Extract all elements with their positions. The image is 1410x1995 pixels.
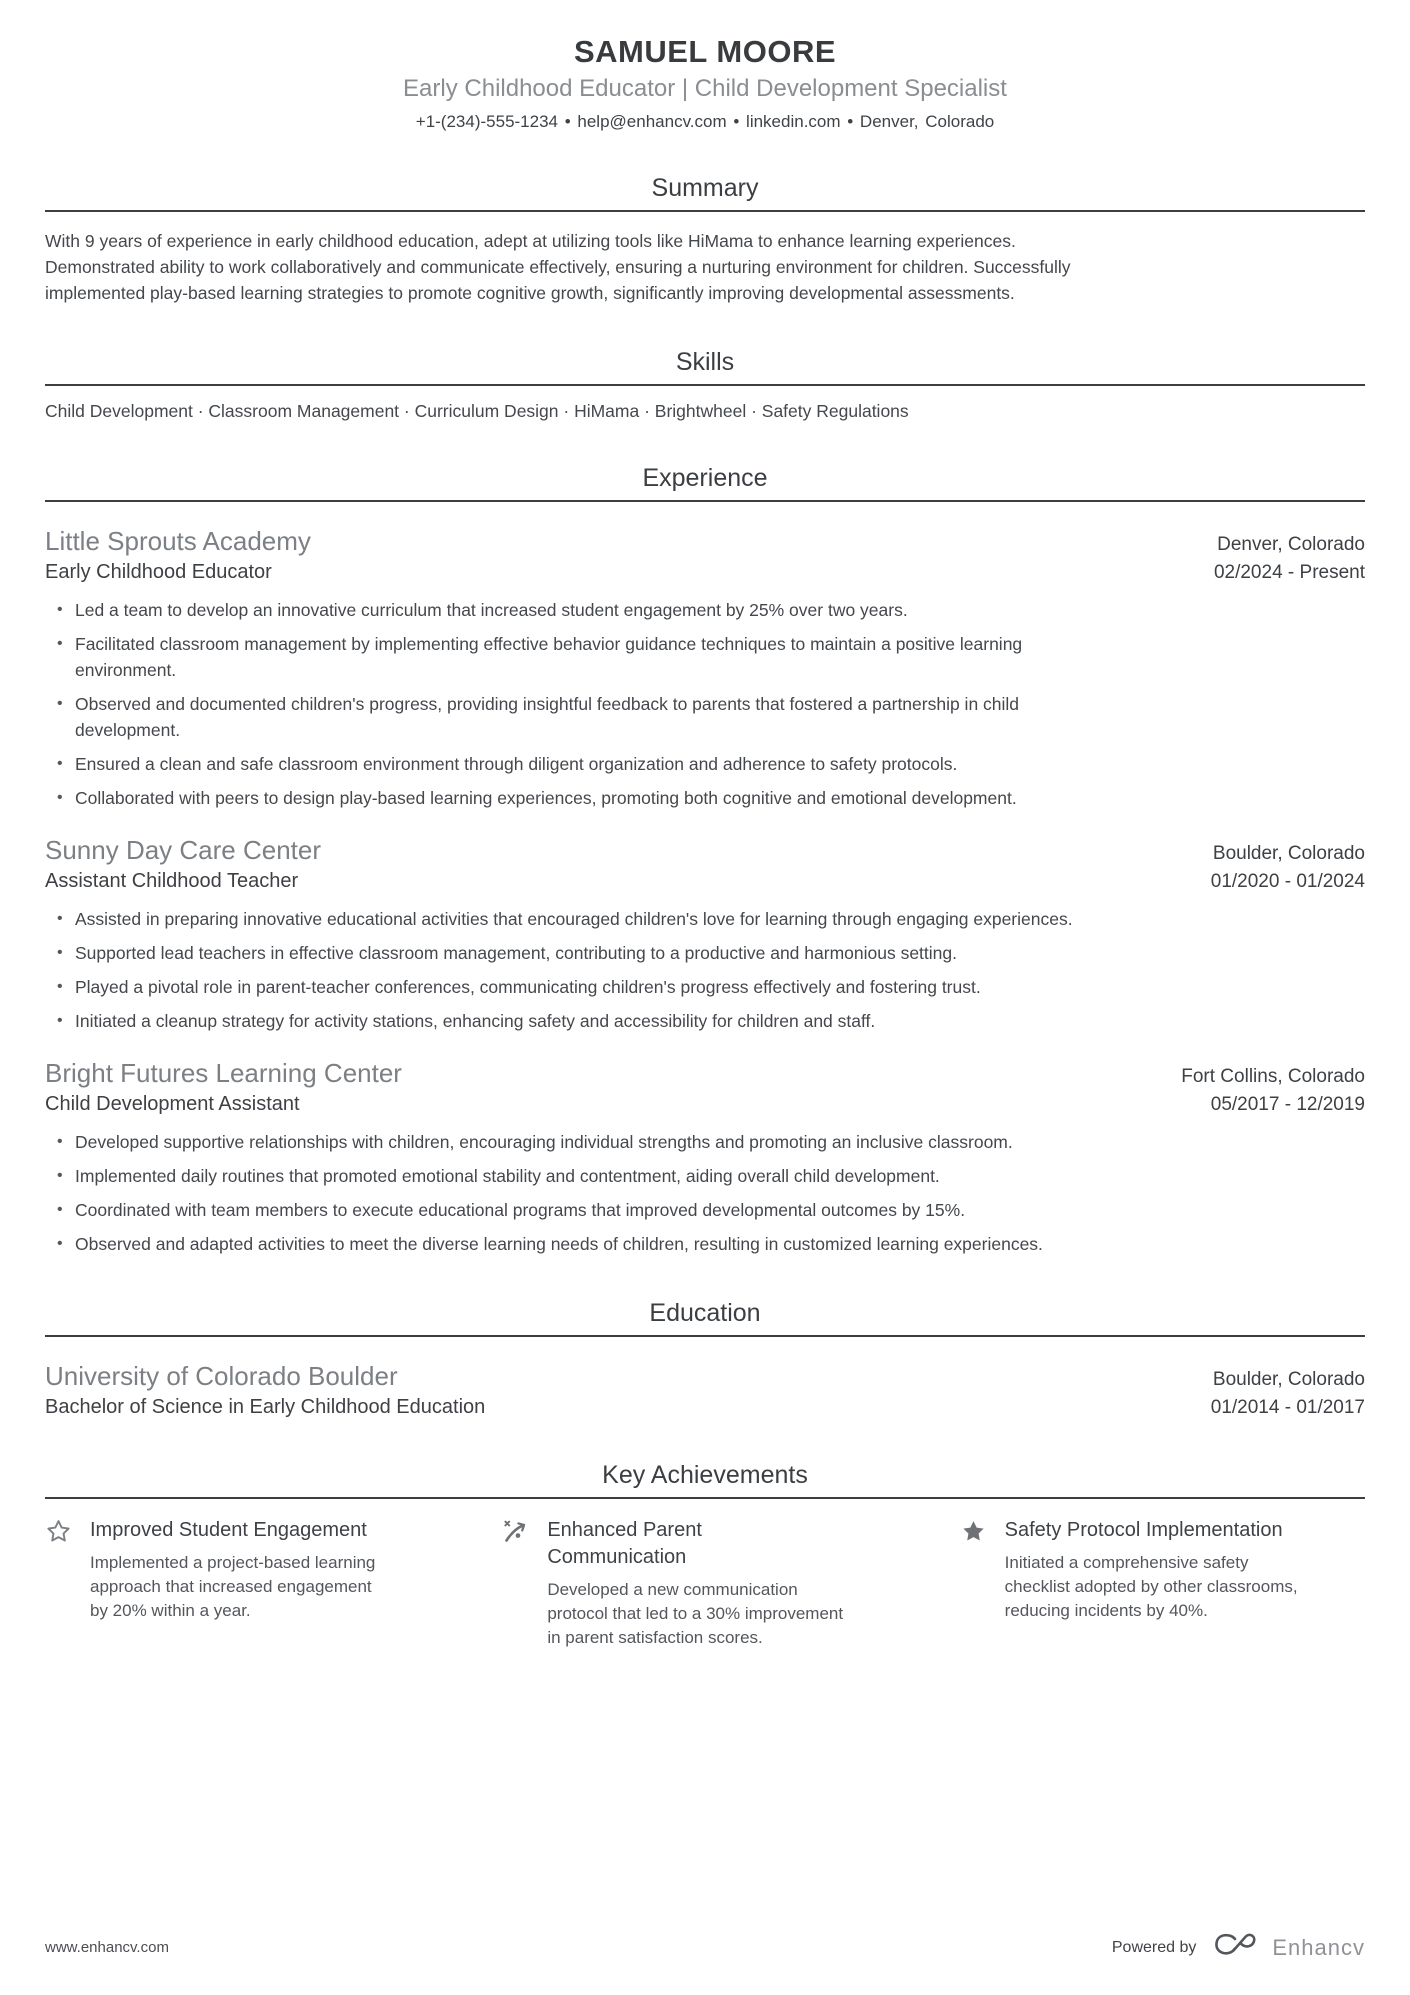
job-bullet: • Collaborated with peers to design play-based learning experiences, promoting both cognitive and emotional development. — [75, 785, 1120, 811]
achievements-title: Key Achievements — [602, 1461, 808, 1489]
achievement-title: Improved Student Engagement — [90, 1519, 367, 1541]
education-entry — [45, 1361, 1365, 1419]
job-bullet: • Observed and adapted activities to meet the diverse learning needs of children, resulting in customized learning experiences. — [75, 1231, 1120, 1257]
candidate-headline: Early Childhood Educator | Child Development Specialist — [403, 75, 1007, 102]
company-name: Sunny Day Care Center — [45, 835, 322, 865]
job-location: Denver, Colorado — [1217, 534, 1365, 555]
education-title: Education — [649, 1299, 761, 1327]
achievement-item — [45, 1517, 450, 1650]
education-section — [45, 1299, 1365, 1419]
job-location: Boulder, Colorado — [1212, 843, 1365, 864]
section-rule — [45, 1497, 1365, 1499]
job-dates: 05/2017 - 12/2019 — [1210, 1094, 1365, 1115]
summary-title: Summary — [651, 174, 759, 202]
powered-by-label: Powered by — [1111, 1938, 1197, 1956]
skills-list: Child Development · Classroom Management · Curriculum Design · HiMama · Brightwheel · Safety Regulations — [45, 401, 909, 421]
section-rule — [45, 500, 1365, 502]
section-rule — [45, 210, 1365, 212]
section-rule — [45, 384, 1365, 386]
achievements-grid — [45, 1517, 1365, 1650]
section-rule — [45, 1335, 1365, 1337]
experience-title: Experience — [642, 464, 768, 492]
job-bullets — [45, 906, 1120, 1034]
achievement-text: Implemented a project-based learning approach that increased engagement by 20% within a year. — [90, 1553, 376, 1620]
summary-section — [45, 174, 1365, 306]
enhancv-wordmark: Enhancv — [1272, 1934, 1365, 1960]
job-location: Fort Collins, Colorado — [1181, 1066, 1365, 1087]
job-bullet: • Played a pivotal role in parent-teacher conferences, communicating children's progress effectively and fostering trust. — [75, 974, 1120, 1000]
job-bullets — [45, 597, 1120, 811]
page-footer — [45, 1930, 1365, 1965]
enhancv-logo-icon — [1211, 1930, 1257, 1965]
job-bullet: • Observed and documented children's progress, providing insightful feedback to parents that fostered a partnership in child development. — [75, 691, 1120, 743]
route-arrow-icon — [502, 1518, 529, 1550]
degree-name: Bachelor of Science in Early Childhood Education — [45, 1396, 486, 1418]
star-filled-icon — [960, 1518, 987, 1550]
job-title: Assistant Childhood Teacher — [45, 870, 299, 892]
skills-title: Skills — [675, 348, 735, 376]
achievement-title: Enhanced Parent Communication — [547, 1519, 702, 1568]
job-bullet: • Initiated a cleanup strategy for activity stations, enhancing safety and accessibility for children and staff. — [75, 1008, 1120, 1034]
job-bullet: • Facilitated classroom management by implementing effective behavior guidance techniques to maintain a positive learning environment. — [75, 631, 1120, 683]
school-location: Boulder, Colorado — [1212, 1369, 1365, 1390]
company-name: Little Sprouts Academy — [45, 526, 311, 556]
job-bullet: • Coordinated with team members to execute educational programs that improved developmental outcomes by 15%. — [75, 1197, 1120, 1223]
job-bullet: • Ensured a clean and safe classroom environment through diligent organization and adherence to safety protocols. — [75, 751, 1120, 777]
powered-by — [1112, 1930, 1365, 1965]
job-bullet: • Led a team to develop an innovative curriculum that increased student engagement by 25% over two years. — [75, 597, 1120, 623]
achievement-item — [960, 1517, 1365, 1650]
school-name: University of Colorado Boulder — [45, 1361, 398, 1391]
job-bullet: • Developed supportive relationships with children, encouraging individual strengths and promoting an inclusive classroom. — [75, 1129, 1120, 1155]
job-dates: 02/2024 - Present — [1213, 562, 1365, 583]
job-title: Child Development Assistant — [45, 1093, 300, 1115]
job-bullet: • Supported lead teachers in effective classroom management, contributing to a productive and harmonious setting. — [75, 940, 1120, 966]
company-name: Bright Futures Learning Center — [45, 1058, 402, 1088]
job-bullets — [45, 1129, 1120, 1257]
experience-entry — [45, 1058, 1365, 1257]
achievement-text: Initiated a comprehensive safety checklist adopted by other classrooms, reducing incidents by 40%. — [1004, 1553, 1298, 1620]
achievement-text: Developed a new communication protocol that led to a 30% improvement in parent satisfaction scores. — [547, 1580, 844, 1647]
job-bullet: • Assisted in preparing innovative educational activities that encouraged children's love for learning through engaging experiences. — [75, 906, 1120, 932]
job-dates: 01/2020 - 01/2024 — [1210, 871, 1365, 892]
skills-section — [45, 348, 1365, 422]
job-title: Early Childhood Educator — [45, 561, 272, 583]
achievement-item — [502, 1517, 907, 1650]
website-link: www.enhancv.com — [45, 1939, 169, 1956]
summary-text: With 9 years of experience in early childhood education, adept at utilizing tools like HiMama to enhance learning experiences. Demonstrated ability to work collaboratively and communicate effectively, ensuring a nurturing environment for children. Successfully implemented play-based learning strategies to promote cognitive growth, significantly improving developmental assessments. — [45, 231, 1071, 303]
experience-entry — [45, 526, 1365, 811]
star-outline-icon — [45, 1518, 72, 1550]
education-dates: 01/2014 - 01/2017 — [1210, 1397, 1365, 1418]
job-bullet: • Implemented daily routines that promoted emotional stability and contentment, aiding overall child development. — [75, 1163, 1120, 1189]
resume-header — [45, 34, 1365, 132]
achievement-title: Safety Protocol Implementation — [1004, 1519, 1283, 1541]
experience-entry — [45, 835, 1365, 1034]
experience-section — [45, 464, 1365, 1257]
achievements-section — [45, 1461, 1365, 1650]
candidate-name: SAMUEL MOORE — [573, 34, 837, 69]
contact-info: +1-(234)-555-1234 • help@enhancv.com • linkedin.com • Denver, Colorado — [415, 112, 995, 131]
